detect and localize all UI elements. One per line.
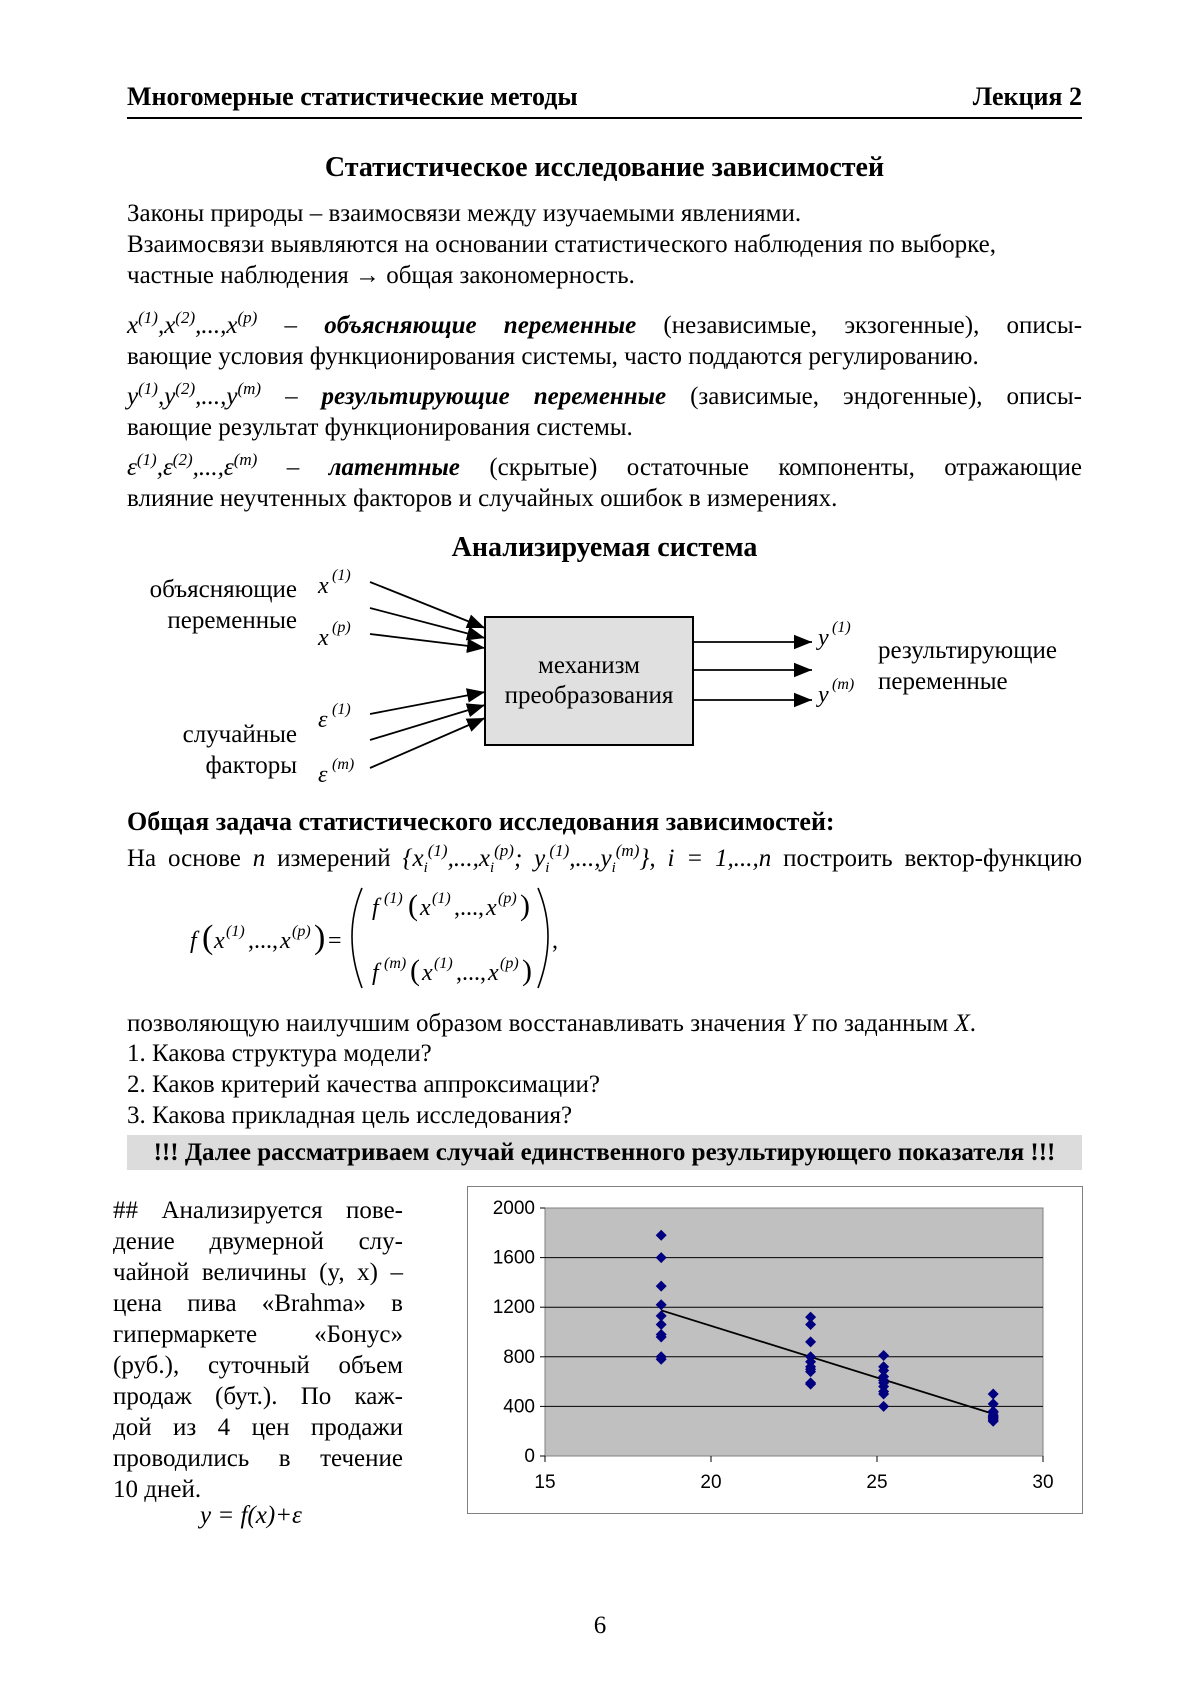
plot-area [545,1208,1043,1456]
left-top-label-1: объясняющие [149,576,297,603]
svg-text:x: x [420,895,431,921]
x-tick-label: 30 [1032,1472,1054,1493]
x-vars-line2: вающие условия функционирования системы, часто поддаются регулированию. [127,343,979,370]
system-title: Анализируемая система [451,532,758,563]
svg-text:(1): (1) [384,890,403,907]
svg-text:=: = [328,928,342,954]
example-line: 10 дней. [113,1476,202,1503]
header-left: Многомерные статистические методы [127,82,578,111]
x-vars-term: объясняющие переменные [324,312,637,339]
svg-text:f: f [190,928,197,954]
left-bottom-label-2: факторы [205,752,297,779]
example-line: цена пива «Brahma» в [113,1290,403,1317]
svg-text:x: x [422,960,433,986]
y-vars-line1: $y^{(1)},y^{(2)},...,y^{(m)}$ – результирующие переменные (зависимые, эндогенные), описы- [127,379,1082,410]
svg-text:(1): (1) [432,890,451,907]
svg-text:x: x [280,928,291,954]
e-vars-line1: $\varepsilon^{(1)},\varepsilon^{(2)},...,\varepsilon^{(m)}$ – латентные (скрытые) остаточные компоненты, отражающие [127,450,1083,481]
y-tick-label: 800 [503,1346,535,1368]
in-em-sup: (m) [332,756,355,773]
page-number: 6 [593,1612,607,1639]
example-line: гипермаркете «Бонус» [113,1321,403,1348]
y-vars-paragraph [127,381,1082,443]
box-label-2: преобразования [504,682,674,709]
arrow-in-x-mid [370,608,485,638]
intro-line: Законы природы – взаимосвязи между изучаемыми явлениями. [127,200,802,227]
x-vars-paragraph [127,310,1082,372]
in-e1-symbol: ε [318,707,328,733]
example-text [113,1195,403,1505]
in-xp-sup: (p) [332,619,351,636]
svg-text:(m): (m) [384,955,407,972]
y-tick-label: 400 [503,1396,535,1418]
y-tick-label: 1200 [492,1297,535,1319]
out-ym-sup: (m) [832,676,855,693]
in-xp-symbol: x [318,625,329,651]
e-vars-formula: $\varepsilon^{(1)},\varepsilon^{(2)},...,\varepsilon^{(m)}$ [127,450,258,481]
question-item: 3. Какова прикладная цель исследования? [127,1102,573,1129]
arrow-in-em [370,718,485,768]
example-line: (руб.), суточный объем [113,1352,403,1379]
task-measurements-formula: {$x_i^{(1)},...,x_i^{(p)}$; $y_i^{(1)},...,y_i^{(m)}$}, [402,841,656,876]
x-vars-formula: $x^{(1)},x^{(2)},...,x^{(p)}$ [127,308,258,339]
svg-text:x: x [488,960,499,986]
svg-text:(1): (1) [434,955,453,972]
task-title: Общая задача статистического исследования зависимостей: [127,807,835,836]
y-vars-line2: вающие результат функционирования системы. [127,414,633,441]
model-formula: y = f(x)+ε [200,1502,302,1529]
intro-block [127,198,1082,291]
in-em-symbol: ε [318,762,328,788]
svg-text:f: f [372,895,379,921]
question-item: 1. Какова структура модели? [127,1040,432,1067]
y-vars-formula: $y^{(1)},y^{(2)},...,y^{(m)}$ [127,379,262,410]
x-vars-line1: $x^{(1)},x^{(2)},...,x^{(p)}$ – объясняющие переменные (независимые, экзогенные), описы- [127,308,1083,339]
header-rule [127,117,1082,119]
example-line: дой из 4 цен продажи [113,1414,403,1441]
x-tick-label: 25 [866,1472,888,1493]
in-x1-sup: (1) [332,567,351,584]
example-line: дение двумерной слу- [113,1228,403,1255]
svg-text:,...,: ,..., [456,960,486,986]
example-line: продаж (бут.). По каж- [113,1383,403,1410]
svg-text:(p): (p) [292,923,311,940]
svg-text:(p): (p) [500,955,519,972]
right-label-2: переменные [878,668,1008,695]
svg-text:(: ( [410,954,420,987]
svg-text:,...,: ,..., [454,895,484,921]
svg-text:(1): (1) [226,923,245,940]
e-vars-paragraph [127,452,1082,514]
questions-list [127,1038,1082,1131]
e-vars-line2: влияние неучтенных факторов и случайных ошибок в измерениях. [127,485,838,512]
header-right: Лекция 2 [972,82,1082,111]
svg-text:f: f [372,960,379,986]
intro-line: частные наблюдения → общая закономерность. [127,262,635,289]
svg-text:(: ( [408,889,418,922]
y-tick-label: 0 [524,1446,535,1467]
y-tick-label: 2000 [492,1198,535,1219]
box-label-1: механизм [538,652,640,679]
out-y1-sup: (1) [832,619,851,636]
example-line: чайной величины (y, x) – [113,1259,403,1286]
x-tick-label: 15 [534,1472,556,1493]
svg-text:(p): (p) [498,890,517,907]
svg-text:,: , [552,928,558,954]
out-y1-symbol: y [818,625,829,651]
example-line: ## Анализируется пове- [113,1197,403,1224]
right-label-1: результирующие [878,637,1057,664]
y-tick-label: 1600 [492,1247,535,1269]
out-ym-symbol: y [818,682,829,708]
e-vars-term: латентные [328,454,460,481]
scatter-chart [467,1186,1083,1514]
conclusion: позволяющую наилучшим образом восстанавливать значения Y по заданным X. [127,1010,976,1037]
svg-text:(: ( [202,919,214,956]
svg-text:): ) [520,889,530,922]
example-line: проводились в течение [113,1445,403,1472]
system-diagram [0,560,1200,800]
note-banner: !!! Далее рассматриваем случай единственного результирующего показателя !!! [127,1135,1082,1170]
svg-text:): ) [522,954,532,987]
left-top-label-2: переменные [167,607,297,634]
question-item: 2. Каков критерий качества аппроксимации? [127,1071,600,1098]
svg-text:,...,: ,..., [248,928,278,954]
left-bottom-label-1: случайные [182,721,297,748]
y-vars-term: результирующие переменные [321,383,667,410]
task-line [127,843,1082,884]
in-e1-sup: (1) [332,701,351,718]
section-title: Статистическое исследование зависимостей [324,152,885,183]
intro-line: Взаимосвязи выявляются на основании статистического наблюдения по выборке, [127,231,997,258]
svg-text:): ) [314,919,326,956]
svg-text:x: x [214,928,225,954]
arrow-in-x1 [370,582,485,628]
in-x1-symbol: x [318,573,329,599]
arrow-in-xp [370,634,485,648]
x-tick-label: 20 [700,1472,722,1493]
vector-function-formula [180,880,580,995]
mechanism-box [485,617,693,745]
task-line-1: На основе n измерений {$x_i^{(1)},...,x_i^{(p)}$; $y_i^{(1)},...,y_i^{(m)}$}, i = 1,...,n построить вектор-функцию [127,841,1083,876]
svg-text:x: x [486,895,497,921]
